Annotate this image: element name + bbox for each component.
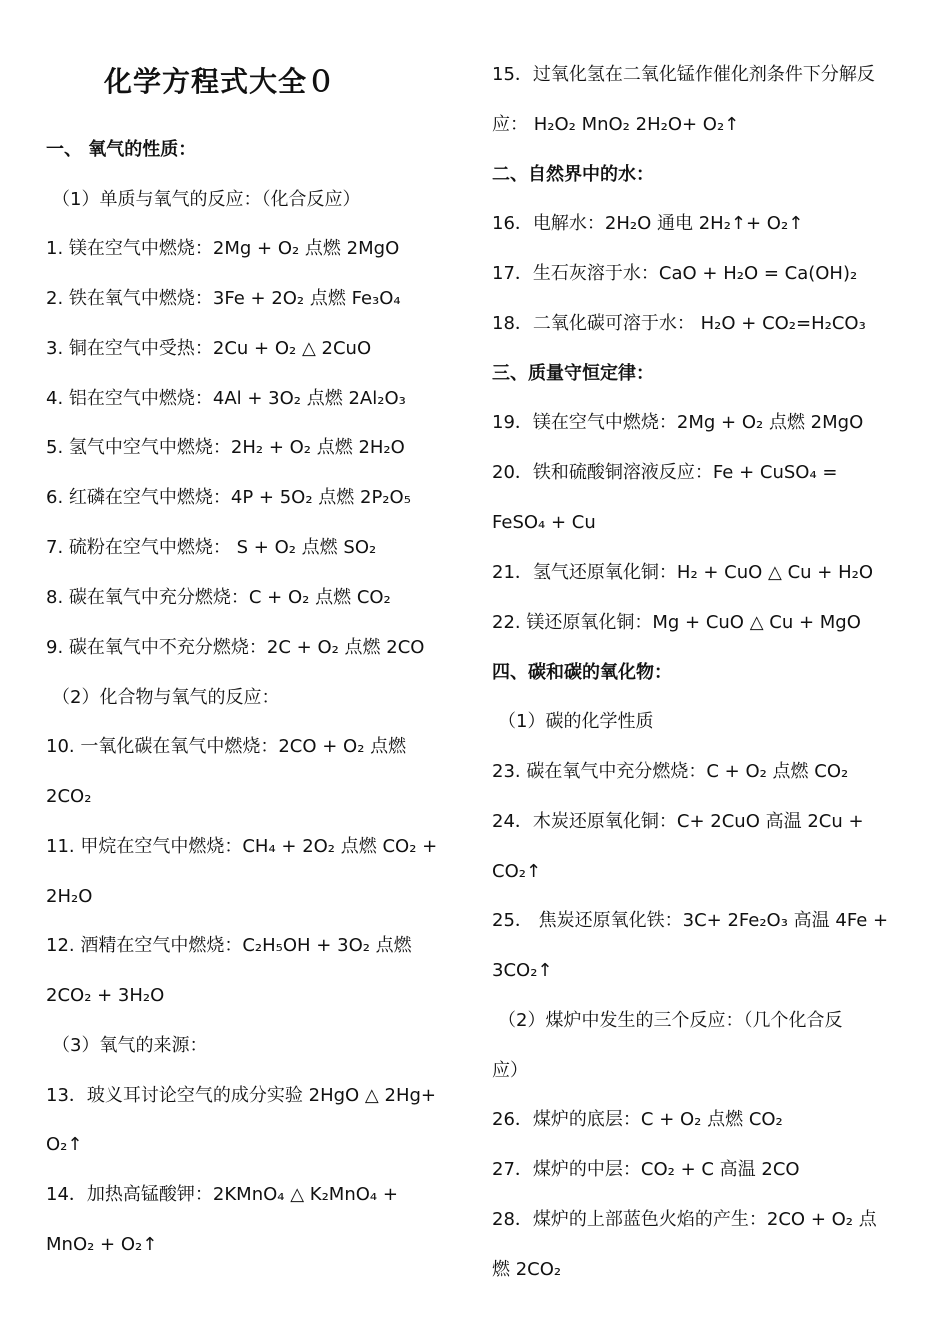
equation-line: 2CO₂ + 3H₂O	[46, 985, 165, 1006]
equation-line: 14．加热高锰酸钾：2KMnO₄ △ K₂MnO₄ +	[46, 1184, 398, 1205]
equation-line: 13．玻义耳讨论空气的成分实验 2HgO △ 2Hg+	[46, 1085, 436, 1106]
section-heading-carbon: 四、碳和碳的氧化物：	[492, 662, 672, 683]
subheading-compounds-oxygen: （2）化合物与氧气的反应：	[52, 687, 280, 708]
equation-line: 2. 铁在氧气中燃烧：3Fe + 2O₂ 点燃 Fe₃O₄	[46, 288, 401, 309]
equation-line: 21．氢气还原氧化铜：H₂ + CuO △ Cu + H₂O	[492, 562, 874, 583]
page-title: 化学方程式大全０	[104, 65, 337, 98]
equation-line: 17．生石灰溶于水：CaO + H₂O = Ca(OH)₂	[492, 263, 858, 284]
subheading-stove-reactions: （2）煤炉中发生的三个反应：（几个化合反	[498, 1010, 843, 1031]
equation-line: 2H₂O	[46, 886, 93, 907]
equation-line: 24．木炭还原氧化铜：C+ 2CuO 高温 2Cu +	[492, 811, 864, 832]
equation-line: 16．电解水：2H₂O 通电 2H₂↑+ O₂↑	[492, 213, 804, 234]
equation-line: 燃 2CO₂	[492, 1259, 562, 1280]
equation-line: 25． 焦炭还原氧化铁：3C+ 2Fe₂O₃ 高温 4Fe +	[492, 910, 889, 931]
subheading-oxygen-source: （3）氧气的来源：	[52, 1035, 208, 1056]
subheading-elements-oxygen: （1）单质与氧气的反应：（化合反应）	[52, 189, 361, 210]
equation-line: 15．过氧化氢在二氧化锰作催化剂条件下分解反	[492, 64, 875, 85]
equation-line: 8. 碳在氧气中充分燃烧：C + O₂ 点燃 CO₂	[46, 587, 391, 608]
equation-line: 18．二氧化碳可溶于水： H₂O + CO₂=H₂CO₃	[492, 313, 866, 334]
equation-line: 26．煤炉的底层：C + O₂ 点燃 CO₂	[492, 1109, 783, 1130]
section-heading-oxygen: 一、 氧气的性质：	[46, 139, 197, 160]
equation-line: 23. 碳在氧气中充分燃烧：C + O₂ 点燃 CO₂	[492, 761, 849, 782]
equation-line: 3CO₂↑	[492, 960, 553, 981]
equation-line: 11. 甲烷在空气中燃烧：CH₄ + 2O₂ 点燃 CO₂ +	[46, 836, 438, 857]
section-heading-mass-conservation: 三、质量守恒定律：	[492, 363, 654, 384]
equation-line: 6. 红磷在空气中燃烧：4P + 5O₂ 点燃 2P₂O₅	[46, 487, 411, 508]
section-heading-water: 二、自然界中的水：	[492, 164, 654, 185]
equation-line: MnO₂ + O₂↑	[46, 1234, 158, 1255]
equation-line: 7. 硫粉在空气中燃烧： S + O₂ 点燃 SO₂	[46, 537, 377, 558]
equation-line: O₂↑	[46, 1134, 83, 1155]
equation-line: 22. 镁还原氧化铜：Mg + CuO △ Cu + MgO	[492, 612, 861, 633]
equation-line: 10. 一氧化碳在氧气中燃烧：2CO + O₂ 点燃	[46, 736, 407, 757]
equation-line: 1. 镁在空气中燃烧：2Mg + O₂ 点燃 2MgO	[46, 238, 400, 259]
equation-line: 19．镁在空气中燃烧：2Mg + O₂ 点燃 2MgO	[492, 412, 864, 433]
equation-line: 9. 碳在氧气中不充分燃烧：2C + O₂ 点燃 2CO	[46, 637, 425, 658]
equation-line: 2CO₂	[46, 786, 92, 807]
equation-line: 应： H₂O₂ MnO₂ 2H₂O+ O₂↑	[492, 114, 740, 135]
equation-line: CO₂↑	[492, 861, 542, 882]
subheading-carbon-chemistry: （1）碳的化学性质	[498, 711, 654, 732]
equation-line: FeSO₄ + Cu	[492, 512, 596, 533]
equation-line: 12. 酒精在空气中燃烧：C₂H₅OH + 3O₂ 点燃	[46, 935, 412, 956]
equation-line: 27．煤炉的中层：CO₂ + C 高温 2CO	[492, 1159, 800, 1180]
equation-line: 3. 铜在空气中受热：2Cu + O₂ △ 2CuO	[46, 338, 372, 359]
equation-line: 28．煤炉的上部蓝色火焰的产生：2CO + O₂ 点	[492, 1209, 877, 1230]
equation-line: 5. 氢气中空气中燃烧：2H₂ + O₂ 点燃 2H₂O	[46, 437, 405, 458]
equation-line: 20．铁和硫酸铜溶液反应：Fe + CuSO₄ =	[492, 462, 838, 483]
equation-line: 4. 铝在空气中燃烧：4Al + 3O₂ 点燃 2Al₂O₃	[46, 388, 406, 409]
equation-line: 应）	[492, 1060, 528, 1081]
